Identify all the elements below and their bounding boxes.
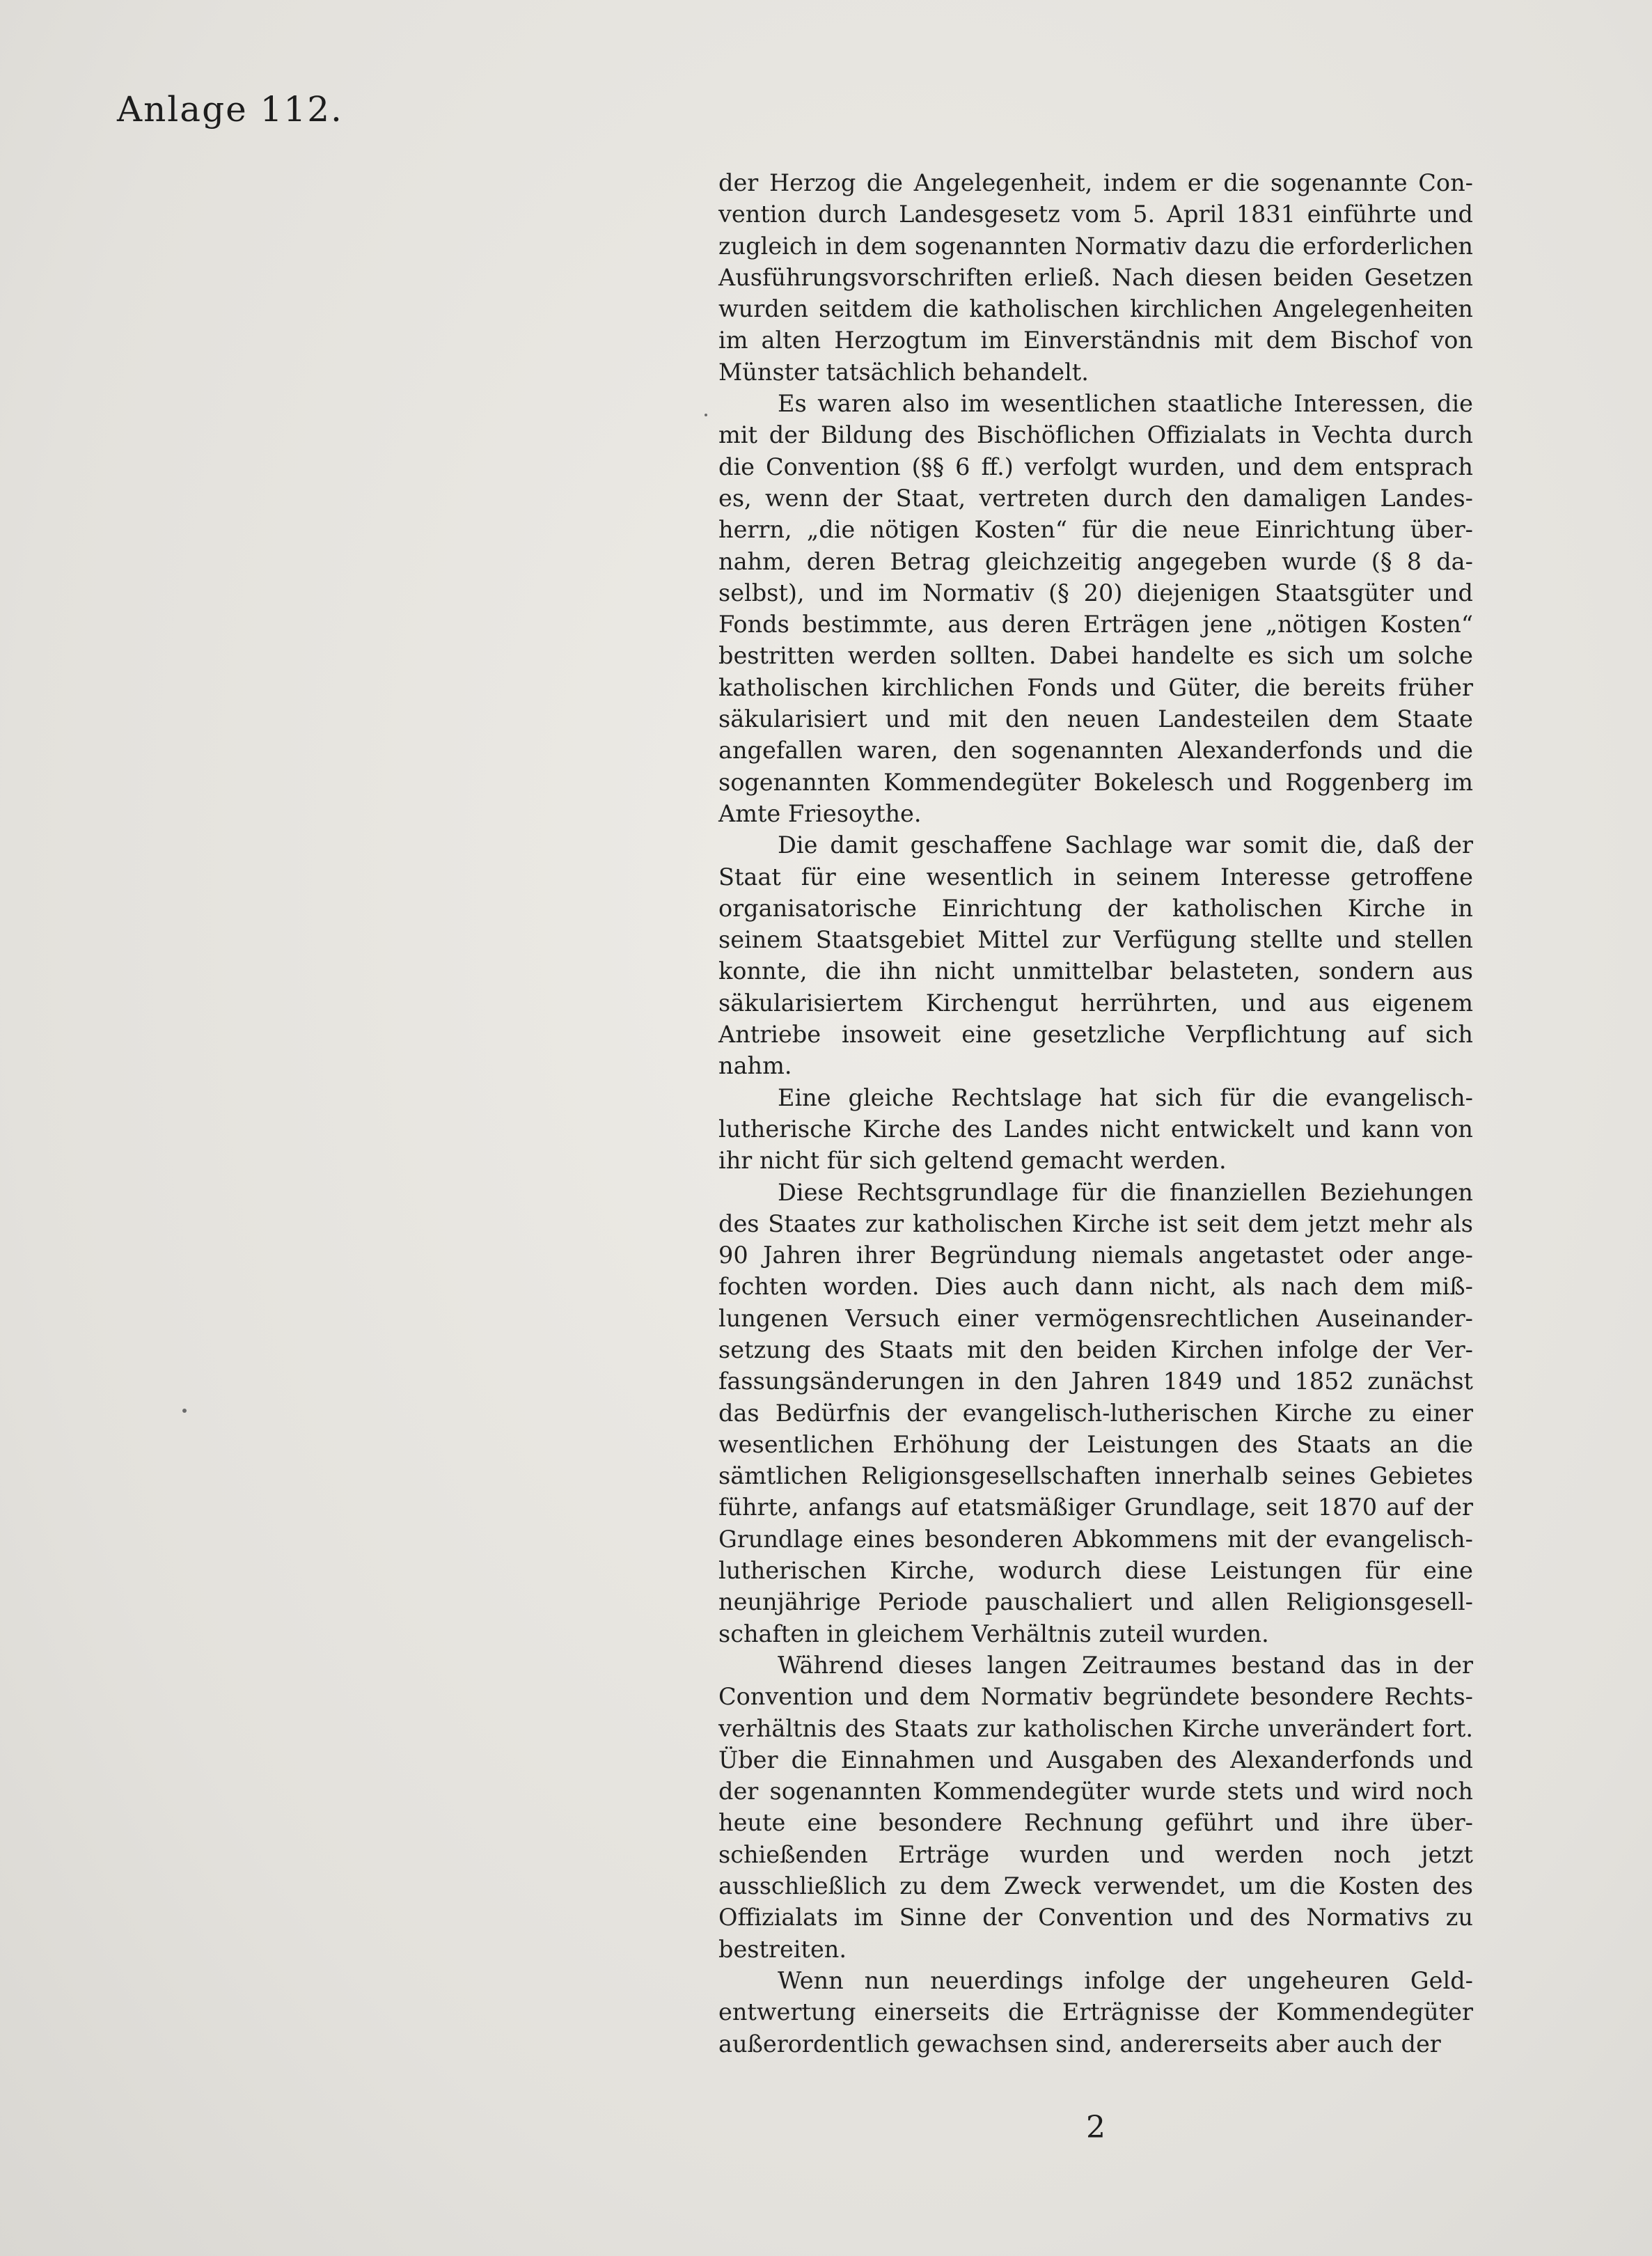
paragraph-2: Es waren also im wesentlichen staatliche Interessen, die mit der Bildung des Bischöflichen Offizialats in Vechta durch die Convention (§§ 6 ff.) verfolgt wurden, und dem entsprach es, wenn der Staat, vertreten durch den damaligen Landesherrn, „die nötigen Kosten“ für die neue Einrichtung übernahm, deren Betrag gleichzeitig angegeben wurde (§ 8 daselbst), und im Normativ (§ 20) diejenigen Staatsgüter und Fonds bestimmte, aus deren Erträgen jene „nötigen Kosten“ bestritten werden sollten. Dabei handelte es sich um solche katholischen kirchlichen Fonds und Güter, die bereits früher säkularisiert und mit den neuen Landesteilen dem Staate angefallen waren, den sogenannten Alexanderfonds und die sogenannten Kommendegüter Bokelesch und Roggenberg im Amte Friesoythe. bbox=[718, 390, 1473, 827]
page-number: 2 bbox=[1086, 2110, 1106, 2145]
paragraph-7: Wenn nun neuerdings infolge der ungeheuren Geldentwertung einerseits die Erträgnisse der Kommendegüter außerordentlich gewachsen sind, andererseits aber auch der bbox=[718, 1966, 1473, 2058]
paragraph-5: Diese Rechtsgrundlage für die finanziellen Beziehungen des Staates zur katholischen Kirche ist seit dem jetzt mehr als 90 Jahren ihrer Begründung niemals angetastet oder angefochten worden. Dies auch dann nicht, als nach dem mißlungenen Versuch einer vermögensrechtlichen Auseinandersetzung des Staats mit den beiden Kirchen infolge der Verfassungsänderungen in den Jahren 1849 und 1852 zunächst das Bedürfnis der evangelisch-lutherischen Kirche zu einer wesentlichen Erhöhung der Leistungen des Staats an die sämtlichen Religionsgesellschaften innerhalb seines Gebietes führte, anfangs auf etatsmäßiger Grundlage, seit 1870 auf der Grundlage eines besonderen Abkommens mit der evangelisch-lutherischen Kirche, wodurch diese Leistungen für eine neunjährige Periode pauschaliert und allen Religionsgesellschaften in gleichem Verhältnis zuteil wurden. bbox=[718, 1178, 1473, 1647]
paragraph-1: der Herzog die Angelegenheit, indem er die sogenannte Convention durch Landesgesetz vom 5. April 1831 einführte und zugleich in dem sogenannten Normativ dazu die erforderlichen Ausführungsvorschriften erließ. Nach diesen beiden Gesetzen wurden seitdem die katholischen kirchlichen Angelegenheiten im alten Herzogtum im Einverständnis mit dem Bischof von Münster tatsächlich behandelt. bbox=[718, 169, 1473, 386]
paper-speck bbox=[705, 414, 707, 416]
paper-speck bbox=[182, 1409, 187, 1413]
body-text-column bbox=[718, 167, 1473, 2060]
page-header: Anlage 112. bbox=[117, 89, 343, 130]
paragraph-4: Eine gleiche Rechtslage hat sich für die evangelisch-lutherische Kirche des Landes nicht entwickelt und kann von ihr nicht für sich geltend gemacht werden. bbox=[718, 1083, 1473, 1175]
paragraph-6: Während dieses langen Zeitraumes bestand das in der Convention und dem Normativ begründete besondere Rechtsverhältnis des Staats zur katholischen Kirche unverändert fort. Über die Einnahmen und Ausgaben des Alexanderfonds und der sogenannten Kommendegüter wurde stets und wird noch heute eine besondere Rechnung geführt und ihre überschießenden Erträge wurden und werden noch jetzt ausschließlich zu dem Zweck verwendet, um die Kosten des Offizialats im Sinne der Convention und des Normativs zu bestreiten. bbox=[718, 1651, 1473, 1963]
paragraph-3: Die damit geschaffene Sachlage war somit die, daß der Staat für eine wesentlich in seinem Interesse getroffene organisatorische Einrichtung der katholischen Kirche in seinem Staatsgebiet Mittel zur Verfügung stellte und stellen konnte, die ihn nicht unmittelbar belasteten, sondern aus säkularisiertem Kirchengut herrührten, und aus eigenem Antriebe insoweit eine gesetzliche Verpflichtung auf sich nahm. bbox=[718, 831, 1473, 1080]
